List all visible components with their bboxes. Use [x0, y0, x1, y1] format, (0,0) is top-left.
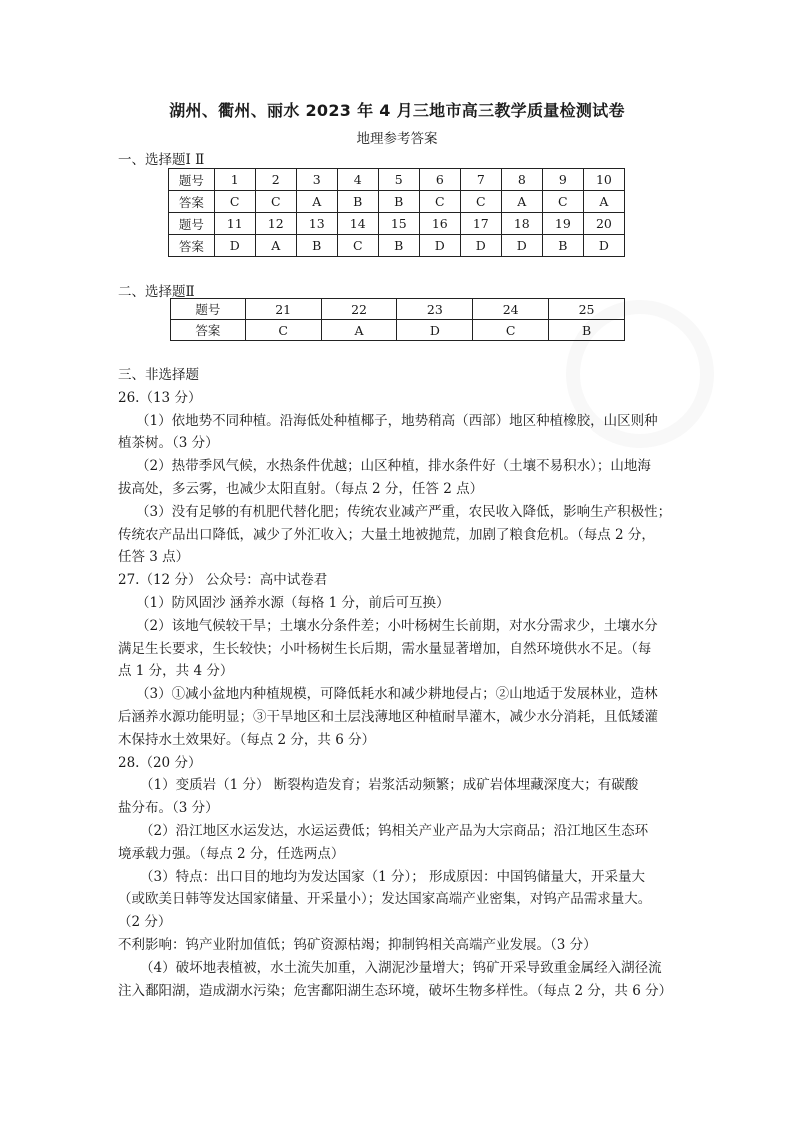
- answer-cell: C: [337, 235, 378, 257]
- section1-heading: 一、选择题Ⅰ Ⅱ: [118, 152, 205, 168]
- question-number: 4: [337, 169, 378, 191]
- answer-cell: B: [296, 235, 337, 257]
- section2-heading: 二、选择题Ⅱ: [118, 284, 195, 300]
- answer-cell: D: [460, 235, 501, 257]
- answer-line: （3）①减小盆地内种植规模，可降低耗水和减少耕地侵占；②山地适于发展林业，造林: [136, 686, 658, 703]
- table-row: [169, 235, 625, 257]
- question-number: 10: [583, 169, 624, 191]
- question-number: 8: [501, 169, 542, 191]
- row-label: 答案: [169, 235, 215, 257]
- question-number: 9: [542, 169, 583, 191]
- answer-line: 注入鄱阳湖，造成湖水污染；危害鄱阳湖生态环境，破坏生物多样性。（每点 2 分，共 6 分）: [118, 982, 673, 999]
- answer-cell: B: [549, 320, 625, 341]
- answer-line: （1）依地势不同种植。沿海低处种植椰子，地势稍高（西部）地区种植橡胶，山区则种: [136, 412, 658, 429]
- question-number: 16: [419, 213, 460, 235]
- answer-line: （1）变质岩（1 分） 断裂构造发育；岩浆活动频繁；成矿岩体埋藏深度大；有碳酸: [140, 777, 639, 794]
- question-number: 11: [214, 213, 255, 235]
- document-subtitle: 地理参考答案: [356, 131, 438, 147]
- q26-heading: 26.（13 分）: [118, 389, 202, 406]
- section3-heading: 三、非选择题: [118, 367, 199, 383]
- answer-line: 满足生长要求，生长较快；小叶杨树生长后期，需水量显著增加，自然环境供水不足。（每: [118, 640, 652, 657]
- answer-line: 木保持水土效果好。（每点 2 分，共 6 分）: [118, 731, 376, 748]
- question-number: 6: [419, 169, 460, 191]
- table-row: [171, 299, 625, 320]
- question-number: 3: [296, 169, 337, 191]
- answer-line: （2）沿江地区水运发达，水运运费低；钨相关产业产品为大宗商品；沿江地区生态环: [140, 822, 649, 839]
- answer-cell: D: [214, 235, 255, 257]
- row-label: 题号: [169, 169, 215, 191]
- answer-cell: B: [542, 235, 583, 257]
- table-row: [171, 320, 625, 341]
- answer-cell: D: [583, 235, 624, 257]
- question-number: 22: [321, 299, 397, 320]
- answer-cell: B: [378, 191, 419, 213]
- answer-cell: C: [473, 320, 549, 341]
- answer-cell: D: [501, 235, 542, 257]
- question-number: 2: [255, 169, 296, 191]
- question-number: 21: [245, 299, 321, 320]
- answer-cell: C: [419, 191, 460, 213]
- answer-cell: C: [255, 191, 296, 213]
- row-label: 答案: [169, 191, 215, 213]
- answer-line: （3）特点：出口目的地均为发达国家（1 分）； 形成原因：中国钨储量大，开采量大: [140, 868, 646, 885]
- document-title: 湖州、衢州、丽水 2023 年 4 月三地市高三教学质量检测试卷: [169, 101, 625, 120]
- table-row: [169, 213, 625, 235]
- answer-line: 点 1 分，共 4 分）: [118, 663, 234, 680]
- answer-line: 传统农产品出口降低，减少了外汇收入；大量土地被抛荒，加剧了粮食危机。（每点 2 分，: [118, 526, 655, 543]
- answer-cell: A: [501, 191, 542, 213]
- answer-table-1: [168, 168, 625, 257]
- q28-heading: 28.（20 分）: [118, 754, 202, 771]
- answer-line: 盐分布。（3 分）: [118, 800, 219, 817]
- answer-cell: A: [296, 191, 337, 213]
- table-row: [169, 191, 625, 213]
- answer-table-2: [170, 298, 625, 341]
- answer-cell: C: [245, 320, 321, 341]
- answer-line: 植茶树。（3 分）: [118, 435, 219, 452]
- answer-line: （4）破坏地表植被，水土流失加重，入湖泥沙量增大；钨矿开采导致重金属经入湖径流: [140, 959, 662, 976]
- question-number: 13: [296, 213, 337, 235]
- answer-line: 任答 3 点）: [118, 549, 190, 566]
- question-number: 17: [460, 213, 501, 235]
- answer-cell: C: [460, 191, 501, 213]
- answer-cell: A: [321, 320, 397, 341]
- answer-line: （2）该地气候较干旱；土壤水分条件差；小叶杨树生长前期，对水分需求少，土壤水分: [136, 617, 658, 634]
- row-label: 答案: [171, 320, 246, 341]
- non-choice-answers: [118, 364, 678, 1002]
- question-number: 7: [460, 169, 501, 191]
- question-number: 18: [501, 213, 542, 235]
- answer-line: 不利影响：钨产业附加值低；钨矿资源枯竭；抑制钨相关高端产业发展。（3 分）: [118, 936, 597, 953]
- table-row: [169, 169, 625, 191]
- question-number: 5: [378, 169, 419, 191]
- answer-line: （3）没有足够的有机肥代替化肥；传统农业减产严重，农民收入降低，影响生产积极性；: [136, 503, 672, 520]
- question-number: 24: [473, 299, 549, 320]
- row-label: 题号: [169, 213, 215, 235]
- question-number: 25: [549, 299, 625, 320]
- answer-cell: A: [255, 235, 296, 257]
- answer-line: （1）防风固沙 涵养水源（每格 1 分，前后可互换）: [136, 594, 450, 611]
- answer-line: 拔高处，多云雾，也减少太阳直射。（每点 2 分，任答 2 点）: [118, 480, 484, 497]
- question-number: 19: [542, 213, 583, 235]
- question-number: 20: [583, 213, 624, 235]
- question-number: 1: [214, 169, 255, 191]
- answer-cell: A: [583, 191, 624, 213]
- q27-heading: 27.（12 分） 公众号：高中试卷君: [118, 572, 328, 589]
- answer-cell: B: [337, 191, 378, 213]
- question-number: 23: [397, 299, 473, 320]
- row-label: 题号: [171, 299, 246, 320]
- question-number: 14: [337, 213, 378, 235]
- answer-line: 后涵养水源功能明显；③干旱地区和土层浅薄地区种植耐旱灌木，减少水分消耗，且低矮灌: [118, 708, 658, 725]
- question-number: 12: [255, 213, 296, 235]
- answer-line: （或欧美日韩等发达国家储量、开采量小）；发达国家高端产业密集，对钨产品需求量大。: [118, 891, 652, 908]
- answer-cell: D: [397, 320, 473, 341]
- answer-cell: D: [419, 235, 460, 257]
- answer-cell: C: [214, 191, 255, 213]
- answer-cell: B: [378, 235, 419, 257]
- answer-cell: C: [542, 191, 583, 213]
- answer-line: （2 分）: [118, 914, 172, 931]
- answer-line: 境承载力强。（每点 2 分，任选两点）: [118, 845, 345, 862]
- answer-line: （2）热带季风气候，水热条件优越；山区种植，排水条件好（土壤不易积水）；山地海: [136, 458, 651, 475]
- question-number: 15: [378, 213, 419, 235]
